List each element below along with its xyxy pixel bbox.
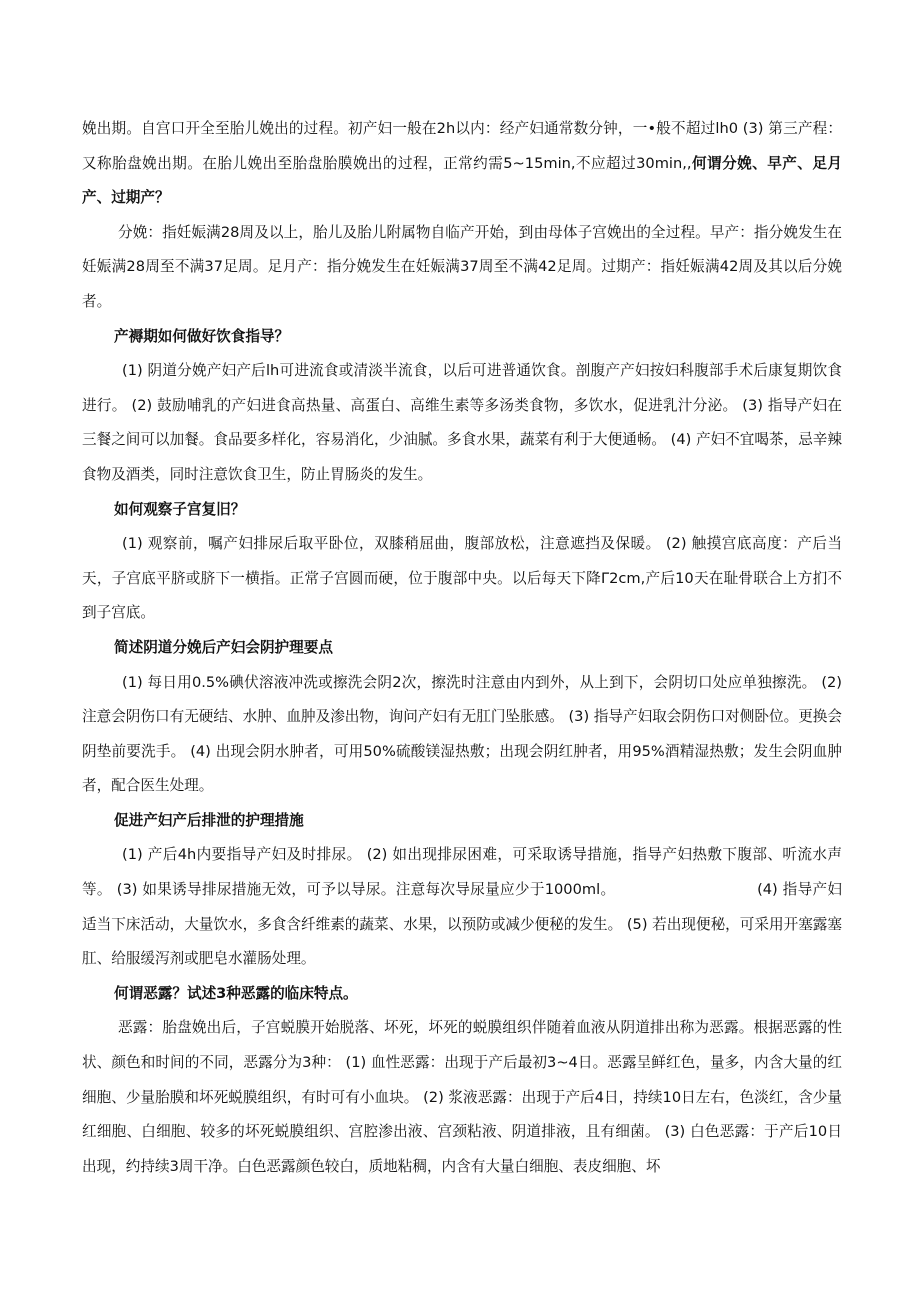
heading-excretion-care: 促进产妇产后排泄的护理措施 [114, 811, 304, 829]
intro-text: 娩出期。自宫口开全至胎儿娩出的过程。初产妇一般在2h以内：经产妇通常数分钟，一•般不超过lh0 (3) 第三产程：又称胎盘娩出期。在胎儿娩出至胎盘胎膜娩出的过程，正常约需5~15min,不应超过30min,, [82, 120, 842, 172]
heading-postpartum-diet: 产褥期如何做好饮食指导？ [114, 327, 290, 345]
intro-paragraph [82, 112, 842, 216]
paragraph-lochia: 恶露：胎盘娩出后，子宫蜕膜开始脱落、坏死，坏死的蜕膜组织伴随着血液从阴道排出称为恶露。根据恶露的性状、颜色和时间的不同，恶露分为3种： (1) 血性恶露：出现于产后最初3~4日。恶露呈鲜红色，量多，内含大量的红细胞、少量胎膜和坏死蜕膜组织，有时可有小血块。 (2) 浆液恶露：出现于产后4日，持续10日左右，色淡红，含少量红细胞、白细胞、较多的坏死蜕膜组织、宫腔渗出液、宫颈粘液、阴道排液，且有细菌。 (3) 白色恶露：于产后10日出现，约持续3周干净。白色恶露颜色较白，质地粘稠，内含有大量白细胞、表皮细胞、坏 [82, 1019, 842, 1175]
definition-paragraph: 分娩：指妊娠满28周及以上，胎儿及胎儿附属物自临产开始，到由母体子宫娩出的全过程。早产：指分娩发生在妊娠满28周至不满37足周。足月产：指分娩发生在妊娠满37周至不满42足周。过期产：指妊娠满42周及其以后分娩者。 [82, 223, 842, 310]
question-definition-heading: 何谓分娩、早产、足月产、过期产？ [82, 154, 842, 207]
paragraph-uterine-involution: (1) 观察前，嘱产妇排尿后取平卧位，双膝稍屈曲，腹部放松，注意遮挡及保暖。 (2) 触摸宫底高度：产后当天，子宫底平脐或脐下一横指。正常子宫圆而硬，位于腹部中央。以后每天下降Γ2cm,产后10天在耻骨联合上方扪不到子宫底。 [82, 535, 842, 622]
paragraph-postpartum-diet: (1) 阴道分娩产妇产后lh可进流食或清淡半流食，以后可进普通饮食。剖腹产产妇按妇科腹部手术后康复期饮食进行。 (2) 鼓励哺乳的产妇进食高热量、高蛋白、高维生素等多汤类食物，多饮水，促进乳汁分泌。 (3) 指导产妇在三餐之间可以加餐。食品要多样化，容易消化，少油腻。多食水果，蔬菜有利于大便通畅。 (4) 产妇不宜喝茶，忌辛辣食物及酒类，同时注意饮食卫生，防止胃肠炎的发生。 [82, 362, 842, 483]
heading-uterine-involution: 如何观察子宫复旧？ [114, 500, 246, 518]
document-page [82, 112, 842, 1184]
heading-perineal-care: 简述阴道分娩后产妇会阴护理要点 [114, 638, 333, 656]
paragraph-perineal-care: (1) 每日用0.5%碘伏溶液冲洗或擦洗会阴2次，擦洗时注意由内到外，从上到下，会阴切口处应单独擦洗。 (2) 注意会阴伤口有无硬结、水肿、血肿及渗出物，询问产妇有无肛门坠胀感。 (3) 指导产妇取会阴伤口对侧卧位。更换会阴垫前要洗手。 (4) 出现会阴水肿者，可用50%硫酸镁湿热敷；出现会阴红肿者，用95%酒精湿热敷；发生会阴血肿者，配合医生处理。 [82, 673, 842, 795]
paragraph-excretion-care: (1) 产后4h内要指导产妇及时排尿。 (2) 如出现排尿困难，可采取诱导措施，指导产妇热敷下腹部、听流水声等。 (3) 如果诱导排尿措施无效，可予以导尿。注意每次导尿量应少于1000ml。 (4) 指导产妇适当下床活动，大量饮水，多食含纤维素的蔬菜、水果，以预防或减少便秘的发生。 (5) 若出现便秘，可采用开塞露塞肛、给服缓泻剂或肥皂水灌肠处理。 [82, 846, 842, 968]
heading-lochia: 何谓恶露？试述3种恶露的临床特点。 [114, 984, 358, 1002]
